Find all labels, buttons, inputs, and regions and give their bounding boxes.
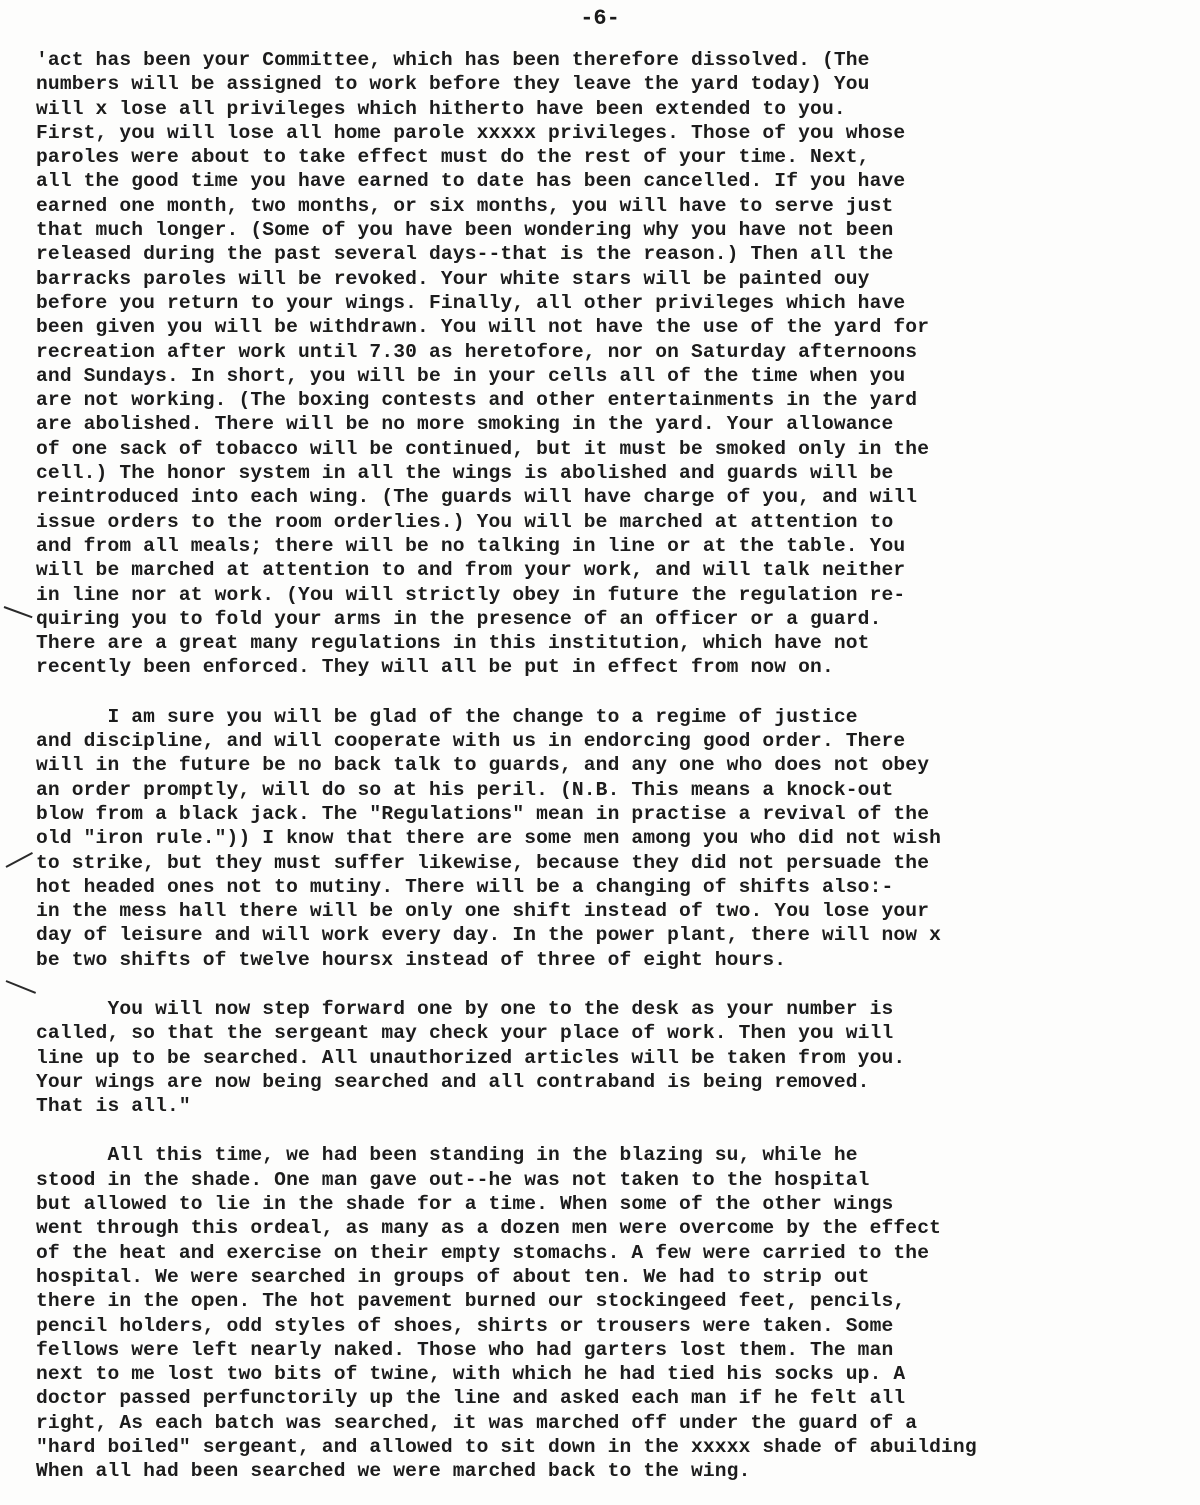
text-line: hot headed ones not to mutiny. There will be a changing of shifts also:- [36,875,894,898]
text-line: Your wings are now being searched and all contraband is being removed. [36,1070,870,1093]
typed-text-body [36,48,1176,1484]
text-line: that much longer. (Some of you have been wondering why you have not been [36,219,894,242]
text-line: recreation after work until 7.30 as heretofore, nor on Saturday afternoons [36,340,918,363]
text-line: will be marched at attention to and from your work, and will talk neither [36,559,906,582]
text-line: All this time, we had been standing in the blazing su, while he [36,1144,858,1167]
text-line: went through this ordeal, as many as a dozen men were overcome by the effect [36,1217,942,1240]
text-line: "hard boiled" sergeant, and allowed to sit down in the xxxxx shade of abuilding [36,1436,977,1459]
margin-tick-mark [6,980,36,994]
text-line: fellows were left nearly naked. Those who had garters lost them. The man [36,1338,894,1361]
text-line: barracks paroles will be revoked. Your white stars will be painted ouy [36,267,870,290]
text-line: in line nor at work. (You will strictly obey in future the regulation re- [36,583,906,606]
text-line: There are a great many regulations in this institution, which have not [36,632,870,655]
text-line: in the mess hall there will be only one shift instead of two. You lose your [36,900,930,923]
paragraph-gap [36,680,1176,705]
paragraph-gap [36,1118,1176,1143]
text-line: and Sundays. In short, you will be in your cells all of the time when you [36,364,906,387]
text-line: earned one month, two months, or six months, you will have to serve just [36,194,894,217]
text-line: numbers will be assigned to work before they leave the yard today) You [36,73,870,96]
text-line: are abolished. There will be no more smoking in the yard. Your allowance [36,413,894,436]
text-line: old "iron rule.")) I know that there are some men among you who did not wish [36,827,942,850]
text-line: That is all." [36,1095,191,1118]
text-line: pencil holders, odd styles of shoes, shirts or trousers were taken. Some [36,1314,894,1337]
text-line: an order promptly, will do so at his peril. (N.B. This means a knock-out [36,778,894,801]
text-line: day of leisure and will work every day. In the power plant, there will now x [36,924,942,947]
text-line: before you return to your wings. Finally, all other privileges which have [36,291,906,314]
text-line: quiring you to fold your arms in the presence of an officer or a guard. [36,607,882,630]
text-line: I am sure you will be glad of the change to a regime of justice [36,705,858,728]
text-line: recently been enforced. They will all be put in effect from now on. [36,656,834,679]
text-line: You will now step forward one by one to the desk as your number is [36,997,894,1020]
text-line: next to me lost two bits of twine, with which he had tied his socks up. A [36,1363,906,1386]
text-line: there in the open. The hot pavement burned our stockingeed feet, pencils, [36,1290,906,1313]
text-line: are not working. (The boxing contests and other entertainments in the yard [36,389,918,412]
text-line: released during the past several days--that is the reason.) Then all the [36,243,894,266]
text-line: paroles were about to take effect must do the rest of your time. Next, [36,146,870,169]
text-line: all the good time you have earned to date has been cancelled. If you have [36,170,906,193]
text-line: been given you will be withdrawn. You will not have the use of the yard for [36,316,930,339]
text-line: 'act has been your Committee, which has been therefore dissolved. (The [36,49,870,71]
page-number: -6- [580,6,620,31]
text-line: stood in the shade. One man gave out--he was not taken to the hospital [36,1168,870,1191]
text-line: right, As each batch was searched, it was marched off under the guard of a [36,1411,918,1434]
text-line: hospital. We were searched in groups of about ten. We had to strip out [36,1265,870,1288]
text-line: to strike, but they must suffer likewise, because they did not persuade the [36,851,930,874]
text-line: but allowed to lie in the shade for a time. When some of the other wings [36,1193,894,1216]
text-line: of the heat and exercise on their empty stomachs. A few were carried to the [36,1241,930,1264]
text-line: and from all meals; there will be no talking in line or at the table. You [36,534,906,557]
text-line: cell.) The honor system in all the wings is abolished and guards will be [36,462,894,485]
text-line: issue orders to the room orderlies.) You will be marched at attention to [36,510,894,533]
margin-tick-mark [4,606,33,618]
paragraph-gap [36,972,1176,997]
margin-tick-mark [6,852,33,868]
text-line: reintroduced into each wing. (The guards will have charge of you, and will [36,486,918,509]
text-line: doctor passed perfunctorily up the line and asked each man if he felt all [36,1387,906,1410]
text-line: and discipline, and will cooperate with us in endorcing good order. There [36,730,906,753]
text-line: blow from a black jack. The "Regulations" mean in practise a revival of the [36,802,930,825]
text-line: will in the future be no back talk to guards, and any one who does not obey [36,754,930,777]
text-line: of one sack of tobacco will be continued, but it must be smoked only in the [36,437,930,460]
text-line: When all had been searched we were marched back to the wing. [36,1460,751,1483]
text-line: called, so that the sergeant may check your place of work. Then you will [36,1022,894,1045]
text-line: First, you will lose all home parole xxxxx privileges. Those of you whose [36,121,906,144]
text-line: line up to be searched. All unauthorized articles will be taken from you. [36,1046,906,1069]
text-line: will x lose all privileges which hitherto have been extended to you. [36,97,846,120]
text-line: be two shifts of twelve hoursx instead of three of eight hours. [36,948,787,971]
